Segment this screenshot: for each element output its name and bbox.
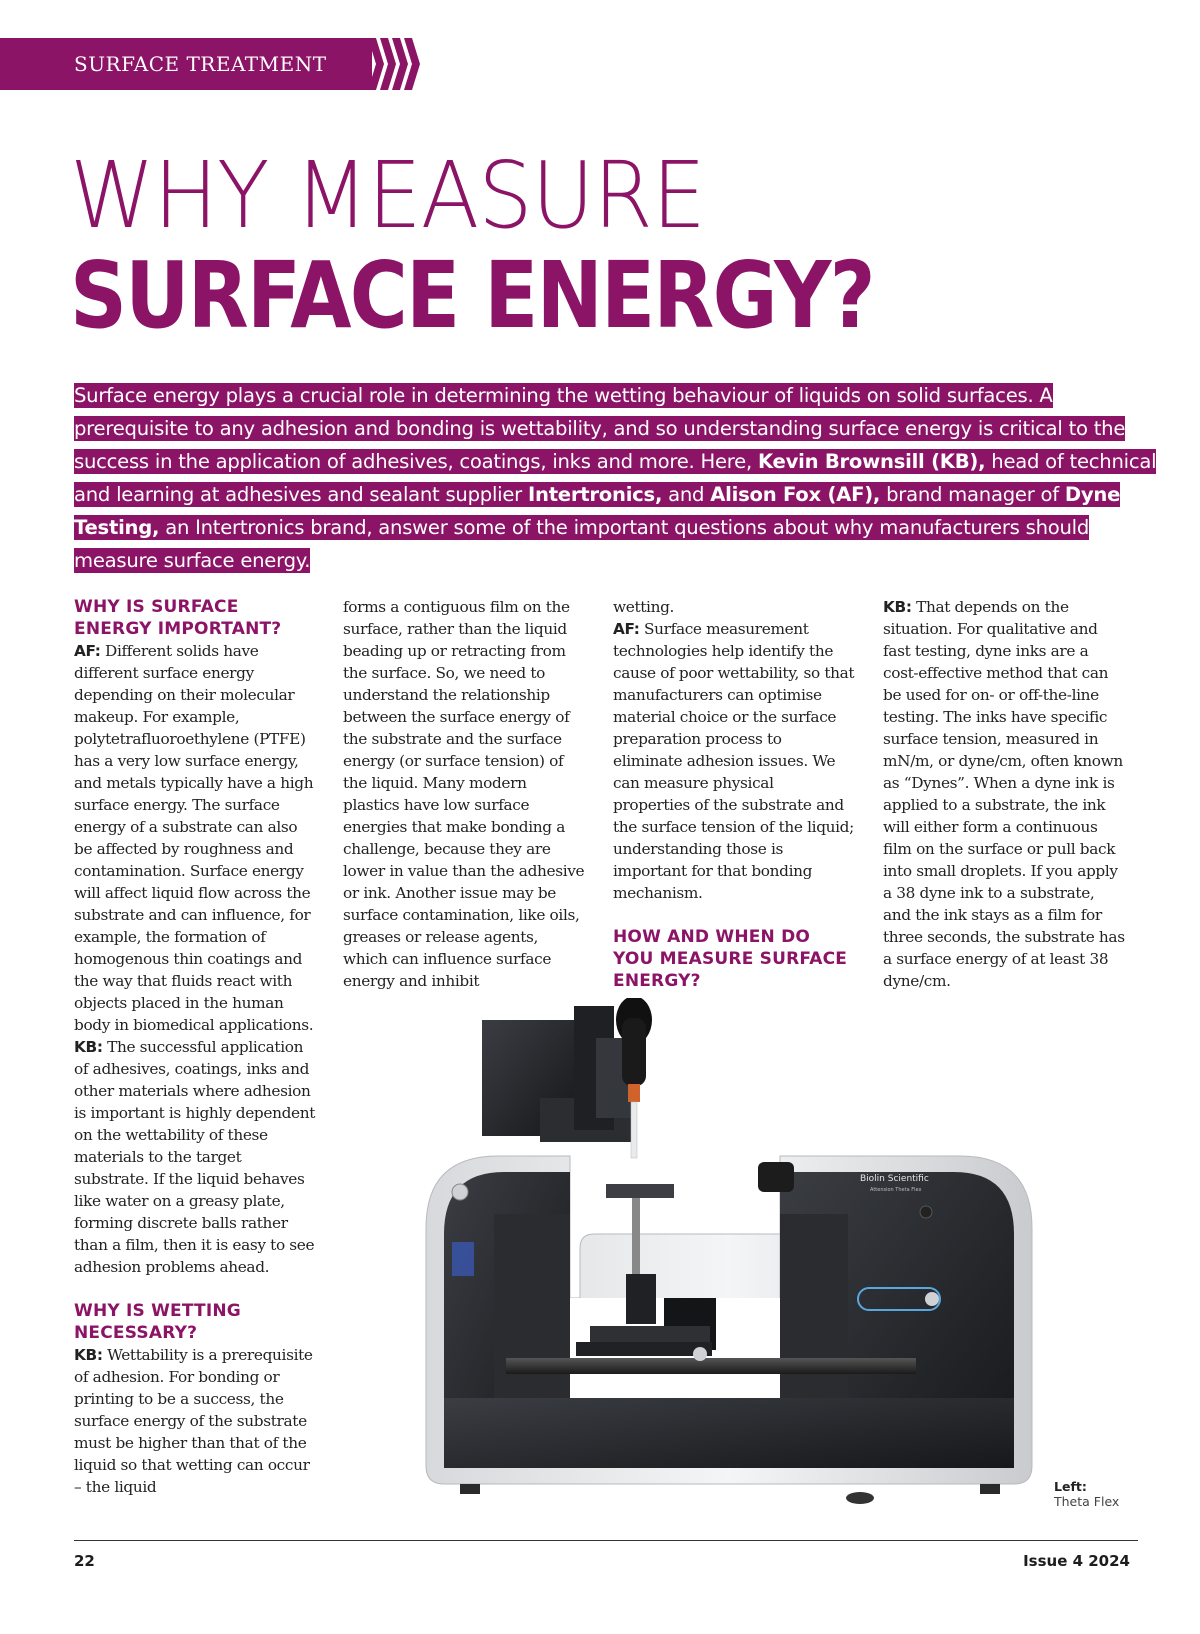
section-label: SURFACE TREATMENT — [74, 52, 327, 76]
intro-standfirst — [74, 379, 1164, 577]
paragraph-text: That depends on the situation. For qualitative and fast testing, dyne inks are a cost-effective method that can be used for on- or off-the-line testing. The inks have specific surface tension, measured in mN/m, or dyne/cm, often known as “Dynes”. When a dyne ink is applied to a substrate, the ink will either form a continuous film on the surface or pull back into small droplets. If you apply a 38 dyne ink to a substrate, and the ink stays as a film for three seconds, the substrate has a surface energy of at least 38 dyne/cm. — [883, 598, 1125, 990]
paragraph-text: The successful application of adhesives, coatings, inks and other materials where adhesion is important is highly dependent on the wettability of these materials to the target substrate. If the liquid behaves like water on a greasy plate, forming discrete balls rather than a film, then it is easy to see adhesion problems ahead. — [74, 1038, 316, 1276]
intro-text-3: and — [662, 483, 711, 506]
subhead-how-when-measure: HOW AND WHEN DO YOU MEASURE SURFACE ENERGY? — [613, 927, 848, 991]
paragraph-kb-3 — [883, 596, 1125, 992]
article-column-4 — [883, 596, 1125, 992]
subhead-why-wetting: WHY IS WETTING NECESSARY? — [74, 1301, 241, 1343]
intro-text-5: an Intertronics brand, answer some of the important questions about why manufacturers should measure surface energy. — [74, 516, 1090, 572]
paragraph-af-2 — [613, 618, 855, 904]
speaker-kb: KB: — [883, 598, 912, 616]
footer-rule — [74, 1540, 1138, 1541]
article-column-1 — [74, 596, 316, 1498]
intro-text-1: Surface energy plays a crucial role in determining the wetting behaviour of liquids on solid surfaces. A prerequisite to any adhesion and bonding is wettability, and so understanding surface energy is critical to the success in the application of adhesives, coatings, inks and more. Here, — [74, 384, 1126, 473]
intro-intertronics: Intertronics, — [527, 483, 663, 506]
article-column-3 — [613, 596, 855, 992]
brand-text: Biolin Scientific — [860, 1174, 929, 1184]
intro-af: Alison Fox (AF), — [710, 483, 881, 506]
speaker-af: AF: — [613, 620, 640, 638]
paragraph-kb-2 — [74, 1344, 316, 1498]
paragraph-text: Wettability is a prerequisite of adhesion. For bonding or printing to be a success, the surface energy of the substrate must be higher than that of the liquid so that wetting can occur – the liquid — [74, 1346, 313, 1496]
speaker-kb: KB: — [74, 1346, 103, 1364]
photo-caption — [1054, 1479, 1119, 1509]
theta-flex-instrument-photo — [420, 998, 1040, 1510]
paragraph-kb-2-end: wetting. — [613, 598, 675, 616]
caption-text: Theta Flex — [1054, 1494, 1120, 1509]
model-text: Attension Theta Flex — [870, 1187, 922, 1193]
subhead-why-surface-energy: WHY IS SURFACE ENERGY IMPORTANT? — [74, 597, 282, 639]
section-stripes-decoration — [368, 38, 424, 90]
article-column-2 — [343, 596, 585, 992]
intro-kb: Kevin Brownsill (KB), — [757, 450, 986, 473]
headline-line-2: SURFACE ENERGY? — [70, 242, 874, 349]
paragraph-kb-1 — [74, 1036, 316, 1278]
intro-text-2: head of technical and learning at adhesives and sealant supplier — [74, 450, 1157, 506]
intro-dyne: Dyne Testing, — [74, 483, 1121, 539]
paragraph-kb-2-continued: forms a contiguous film on the surface, rather than the liquid beading up or retracting from the surface. So, we need to understand the relationship between the surface energy of the substrate and the surface energy (or surface tension) of the liquid. Many modern plastics have low surface energies that make bonding a challenge, because they are lower in value than the adhesive or ink. Another issue may be surface contamination, like oils, greases or release agents, which can influence surface energy and inhibit — [343, 598, 585, 990]
issue-label: Issue 4 2024 — [1023, 1552, 1130, 1570]
intro-text-4: brand manager of — [880, 483, 1065, 506]
headline-line-1: WHY MEASURE — [70, 142, 706, 249]
speaker-kb: KB: — [74, 1038, 103, 1056]
page-number: 22 — [74, 1552, 95, 1570]
paragraph-af-1 — [74, 640, 316, 1036]
caption-label: Left: — [1054, 1479, 1087, 1494]
speaker-af: AF: — [74, 642, 101, 660]
paragraph-text: Surface measurement technologies help identify the cause of poor wettability, so that manufacturers can optimise material choice or the surface preparation process to eliminate adhesion issues. We can measure physical properties of the substrate and the surface tension of the liquid; understanding those is important for that bonding mechanism. — [613, 620, 855, 902]
paragraph-text: Different solids have different surface energy depending on their molecular makeup. For example, polytetrafluoroethylene (PTFE) has a very low surface energy, and metals typically have a high surface energy. The surface energy of a substrate can also be affected by roughness and contamination. Surface energy will affect liquid flow across the substrate and can influence, for example, the formation of homogenous thin coatings and the way that fluids react with objects placed in the human body in biomedical applications. — [74, 642, 314, 1034]
